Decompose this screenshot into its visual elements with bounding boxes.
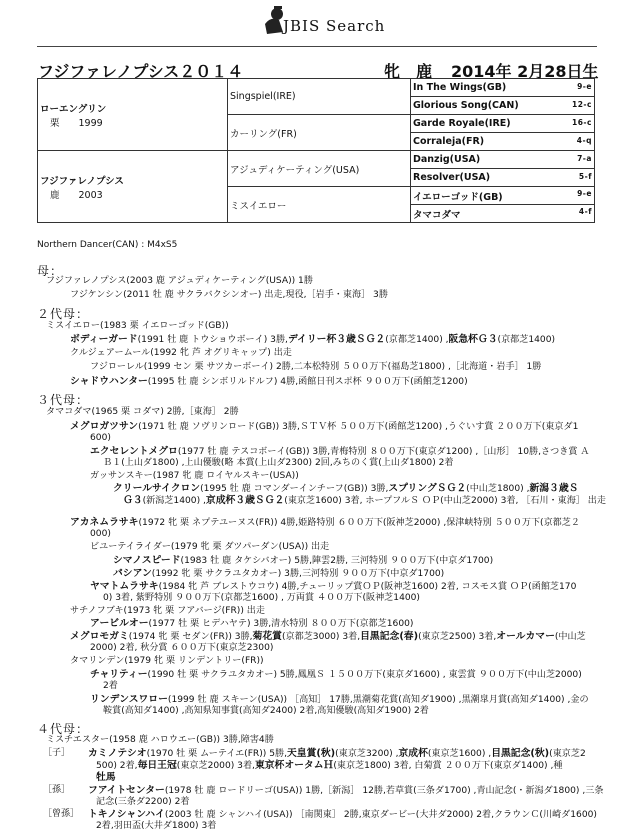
ped-g3-6: イエローゴッド(GB) 9-e: [411, 187, 595, 205]
granddam-grandchild-1: フジローレル(1999 セン 栗 サツカーボーイ) 2勝,二本松特別 ５００万下(福島芝1800) ,［北海道・岩手］ 1勝: [90, 362, 542, 372]
fourth-dam-grandchild-cont: 記念(三条ダ2200) 2着: [96, 797, 190, 807]
ped-g3-1: Glorious Song(CAN) 12-c: [411, 97, 595, 115]
tag-child: ［子］: [43, 748, 71, 758]
ped-g3-2: Garde Royale(IRE) 16-c: [411, 115, 595, 133]
pedigree-table: [37, 78, 595, 223]
sire-name: ローエングリン: [40, 103, 107, 115]
fourth-dam-child: カミノテシオ(1970 牡 栗 ムーテイエ(FR)) 5勝,天皇賞(秋)(東京芝3200) ,京成杯(東京芝1600) ,目黒記念(秋)(東京芝2: [88, 748, 586, 759]
granddam-offspring-3: シャドウハンター(1995 牡 鹿 シンボリルドルフ) 4勝,函館日刊スポ杯 ９００万下(函館芝1200): [70, 376, 468, 387]
birth-date: 2014年 2月28日生: [451, 62, 599, 81]
dam-dam: ミスイエロー: [228, 187, 411, 223]
ggd-grandchild-5: アービルオー(1977 牡 栗 ヒデハヤテ) 3勝,清水特別 ８００万下(京都芝1600): [90, 618, 414, 629]
section-granddam: ２代母：: [37, 307, 90, 321]
tag-grandchild: ［孫］: [43, 785, 71, 795]
ggd-grandchild-4: ヤマトムラサキ(1984 牝 芦 ブレストウコウ) 4勝,チューリップ賞ＯＰ(阪神芝1600) 2着, コスモス賞 ＯＰ(函館芝170: [90, 581, 577, 592]
ggd-offspring-4: メグロモガミ(1974 牝 栗 セダン(FR)) 3勝,菊花賞(京都芝3000) 3着,目黒記念(春)(東京芝2500) 3着,オールカマー(中山芝: [70, 631, 586, 642]
great-granddam-line: タマコダマ(1965 栗 コダマ) 2勝,［東海］ 2勝: [46, 407, 239, 417]
sire-cell: [38, 79, 228, 151]
fourth-dam-great-grandchild: トキノシャンハイ(2003 牡 鹿 シャンハイ(USA)) ［南関東］ 2勝,東京ダービー(大井ダ2000) 2着,クラウンＣ(川崎ダ1600): [88, 809, 597, 820]
granddam-line: ミスイエロー(1983 栗 イエローゴッド(GB)): [46, 321, 229, 331]
ped-g3-4: Danzig(USA) 7-a: [411, 151, 595, 169]
sire-detail: 栗 1999: [50, 117, 103, 129]
ggd-grandchild-2: ガッサンスキー(1987 牝 鹿 ロイヤルスキー(USA)): [90, 471, 299, 481]
ggd-grandchild-7: リンデンスワロー(1999 牡 鹿 スキーン(USA)) ［高知］ 17勝,黒潮菊花賞(高知ダ1900) ,黒潮皐月賞(高知ダ1400) ,金の: [90, 694, 589, 705]
ggd-grandchild-6-cont: 2着: [103, 681, 118, 691]
dam-cell: [38, 151, 228, 223]
dam-offspring-1: フジケンシン(2011 牡 鹿 サクラバクシンオー) 出走,現役,［岩手・東海］ 3勝: [70, 290, 388, 300]
dam-detail: 鹿 2003: [50, 189, 103, 201]
ggd-great-grandchild-1-cont: Ｇ３(新潟芝1400) ,京成杯３歳ＳＧ２(東京芝1600) 3着, ホープフルＳ ＯＰ(中山芝2000) 3着, ［石川・東海］ 出走: [123, 495, 606, 506]
tag-great-grandchild: ［曾孫］: [43, 809, 80, 819]
dam-sire: アジュディケーティング(USA): [228, 151, 411, 187]
ggd-grandchild-3: ビユーテイライダー(1979 牝 栗 ダツパーダン(USA)) 出走: [90, 542, 330, 552]
section-great-granddam: ３代母：: [37, 393, 90, 407]
ggd-grandchild-7-cont: 鞍賞(高知ダ1400) ,高知県知事賞(高知ダ2400) 2着,高知優駿(高知ダ1900) 2着: [103, 706, 429, 716]
fourth-dam-child-cont-2: 牡馬: [96, 772, 116, 783]
granddam-offspring-1: ボディーガード(1991 牡 鹿 トウショウボーイ) 3勝,デイリー杯３歳ＳＧ２(京都芝1400) ,阪急杯Ｇ３(京都芝1400): [70, 334, 556, 345]
fourth-dam-great-grandchild-cont: 2着,羽田盃(大井ダ1800) 3着: [96, 821, 217, 831]
ped-g3-7: タマコダマ 4-f: [411, 205, 595, 223]
fourth-dam-child-cont-1: 500) 2着,毎日王冠(東京芝2000) 3着,東京杯オータムＨ(東京芝1800) 3着, 白菊賞 ２００万下(東京ダ1400) ,種: [96, 760, 563, 771]
section-4th-dam: ４代母：: [37, 722, 90, 736]
ggd-offspring-1: メグロガツサン(1971 牡 鹿 ソヴリンロード(GB)) 3勝,ＳＴＶ杯 ５００万下(函館芝1200) ,うぐいす賞 ２００万下(東京ダ1: [70, 421, 579, 432]
dam-line: フジファレノプシス(2003 鹿 アジュディケーティング(USA)) 1勝: [46, 276, 313, 286]
ggd-offspring-4-cont: 2000) 2着, 秋分賞 ６００万下(東京芝2300): [90, 643, 274, 653]
ggd-great-grandchild-1: クリールサイクロン(1995 牡 鹿 コマンダーインチーフ(GB)) 3勝,スプリングＳＧ２(中山芝1800) ,新潟３歳Ｓ: [113, 483, 579, 494]
ggd-offspring-2-cont: 000): [90, 529, 111, 539]
ggd-grandchild-6: チャリティー(1990 牡 栗 サクラユタカオー) 5勝,鳳凰Ｓ １５００万下(東京ダ1600) , 東雲賞 ９００万下(中山芝2000): [90, 669, 582, 680]
header-rule: [37, 46, 597, 47]
ggd-grandchild-4-cont: 0) 3着, 紫野特別 ９００万下(京都芝1600) , 万両賞 ４００万下(阪神芝1400): [103, 593, 420, 603]
logo-text: JBIS Search: [283, 17, 386, 35]
ggd-offspring-5: タマリンデン(1979 牝 栗 リンデントリー(FR)): [70, 656, 264, 666]
sire-dam: カーリング(FR): [228, 115, 411, 151]
ped-g3-3: Corraleja(FR) 4-q: [411, 133, 595, 151]
ggd-great-grandchild-2: シマノスピード(1983 牡 鹿 タケシバオー) 5勝,陣雲2勝, 三河特別 ９００万下(中京ダ1700): [113, 555, 494, 566]
ggd-offspring-3: サチノフブキ(1973 牝 栗 フアバージ(FR)) 出走: [70, 606, 265, 616]
fourth-dam-line: ミスチエスター(1958 鹿 ハロウエー(GB)) 3勝,障害4勝: [46, 735, 274, 745]
jbis-search-logo: [257, 4, 407, 38]
ggd-grandchild-1: エクセレントメグロ(1977 牡 鹿 テスコボーイ(GB)) 3勝,青梅特別 ８００万下(東京ダ1200) ,［山形］ 10勝,さつき賞 Ａ: [90, 446, 590, 457]
ggd-grandchild-1-cont: Ｂ１(上山ダ1800) ,上山優駿(略 本賞(上山ダ2300) 2回,みちのく賞(上山ダ1800) 2着: [103, 458, 454, 468]
granddam-offspring-2: クルジェアームール(1992 牝 芦 オグリキャップ) 出走: [70, 348, 292, 358]
sex-color: 牝 鹿: [384, 62, 433, 81]
dam-name: フジファレノプシス: [40, 175, 124, 187]
inbreeding-note: Northern Dancer(CAN) : M4xS5: [37, 240, 178, 250]
section-dam: 母：: [37, 264, 64, 278]
sire-sire: Singspiel(IRE): [228, 79, 411, 115]
fourth-dam-grandchild: フアイトセンター(1978 牡 鹿 ロードリーゴ(USA)) 1勝,［新潟］ 12勝,若草賞(三条ダ1700) ,青山記念(・新潟ダ1800) ,三条: [88, 785, 604, 796]
ggd-great-grandchild-3: パシアン(1992 牝 栗 サクラユタカオー) 3勝,三河特別 ９００万下(中京ダ1700): [113, 568, 445, 579]
ped-g3-0: In The Wings(GB) 9-e: [411, 79, 595, 97]
ggd-offspring-2: アカネムラサキ(1972 牝 栗 ネプテユーヌス(FR)) 4勝,姫路特別 ６００万下(阪神芝2000) ,保津峡特別 ５００万下(京都芝２: [70, 517, 580, 528]
ggd-offspring-1-cont: 600): [90, 433, 111, 443]
horse-name: フジファレノプシス２０１４: [38, 62, 244, 81]
ped-g3-5: Resolver(USA) 5-f: [411, 169, 595, 187]
